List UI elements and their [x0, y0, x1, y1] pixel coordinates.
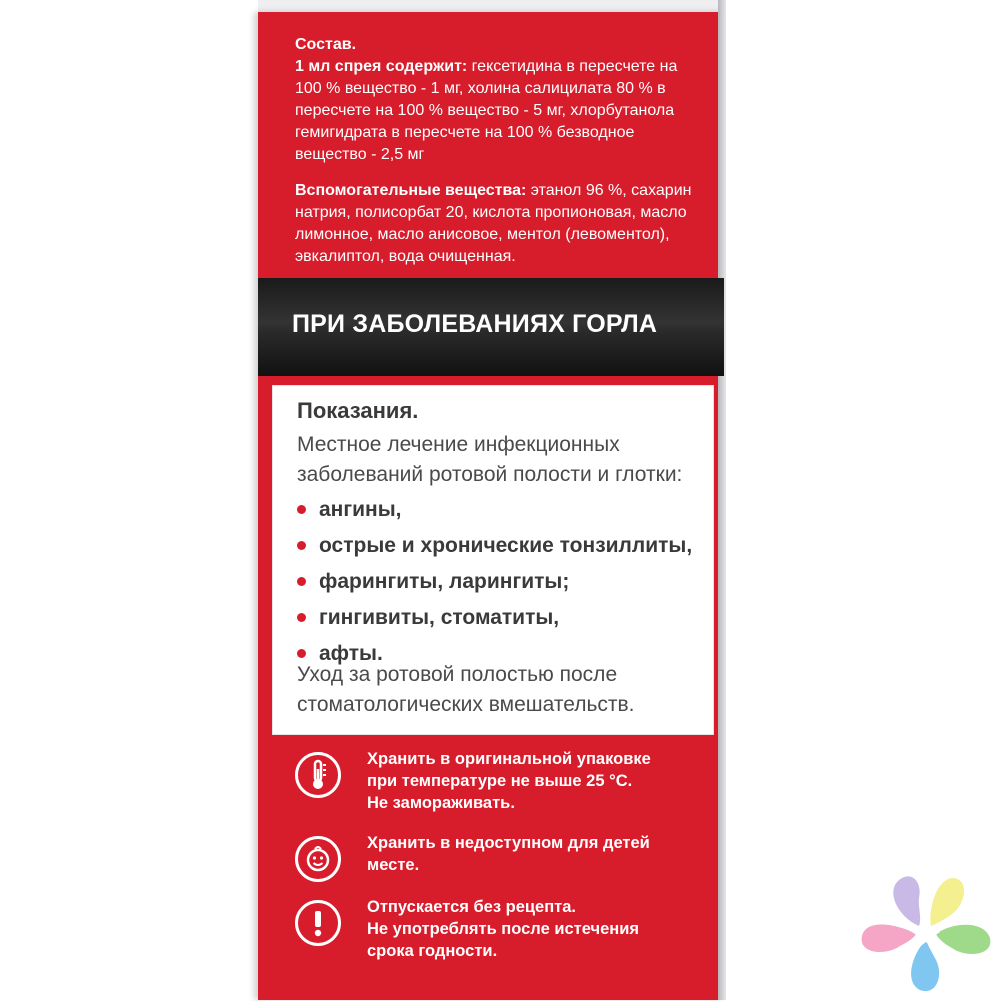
storage-line: при температуре не выше 25 °C. [367, 772, 633, 790]
active-text: гексетидина в пересчете на 100 % вещество - 1 мг, холина салицилата 80 % в пересчете на 100 % вещество - 5 мг, хлорбутанола гемигидрата в пересчете на 100 % безводное вещество - 2,5 мг [295, 58, 678, 163]
flower-logo [856, 866, 996, 996]
exclamation-icon [295, 900, 341, 946]
composition-heading: Состав. [295, 36, 357, 53]
child-face-icon [295, 836, 341, 882]
indications-list [297, 494, 707, 674]
aftercare-line-1: Уход за ротовой полостью после [297, 663, 618, 686]
composition-section [295, 34, 695, 280]
excipients-label: Вспомогательные вещества: [295, 182, 527, 199]
storage-text [367, 832, 727, 876]
list-item [297, 494, 707, 530]
list-item [297, 566, 707, 602]
storage-text [367, 748, 727, 814]
list-item [297, 530, 707, 566]
list-item-text: афты. [319, 642, 383, 665]
excipients-text: этанол 96 %, сахарин натрия, полисорбат 20, кислота пропионовая, масло лимонное, масло анисовое, ментол (левоментол), эвкалиптол, вода очищенная. [295, 182, 692, 265]
storage-line: месте. [367, 856, 420, 874]
list-item-text: ангины, [319, 498, 402, 521]
storage-line: Хранить в недоступном для детей [367, 834, 650, 852]
storage-line: Не замораживать. [367, 794, 515, 812]
list-item-text: гингивиты, стоматиты, [319, 606, 560, 629]
bullet-icon [297, 505, 306, 514]
aftercare-line-2: стоматологических вмешательств. [297, 693, 635, 716]
storage-line: Отпускается без рецепта. [367, 898, 577, 916]
bullet-icon [297, 613, 306, 622]
list-item-text: острые и хронические тонзиллиты, [319, 534, 693, 557]
storage-line: срока годности. [367, 942, 498, 960]
band-title: ПРИ ЗАБОЛЕВАНИЯХ ГОРЛА [292, 310, 658, 338]
indications-title: Показания. [297, 398, 419, 423]
list-item [297, 602, 707, 638]
storage-line: Хранить в оригинальной упаковке [367, 750, 651, 768]
bullet-icon [297, 649, 306, 658]
bullet-icon [297, 577, 306, 586]
flower-petals [862, 876, 991, 991]
active-label: 1 мл спрея содержит: [295, 58, 468, 75]
indications-line-1: Местное лечение инфекционных [297, 433, 620, 456]
thermometer-icon [295, 752, 341, 798]
bullet-icon [297, 541, 306, 550]
indications-line-2: заболеваний ротовой полости и глотки: [297, 463, 683, 486]
storage-text [367, 896, 727, 962]
storage-line: Не употреблять после истечения [367, 920, 639, 938]
list-item-text: фарингиты, ларингиты; [319, 570, 570, 593]
